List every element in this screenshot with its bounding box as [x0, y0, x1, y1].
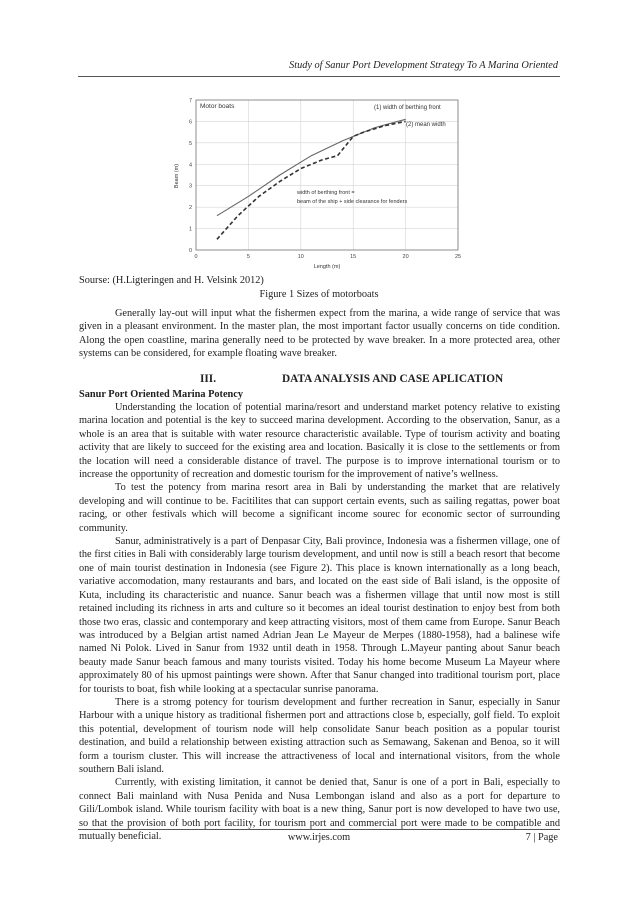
x-tick-label: 5 — [246, 254, 250, 260]
y-axis-label: Beam (m) — [174, 163, 180, 189]
y-tick-label: 7 — [188, 98, 192, 104]
annotation-line-1: width of berthing front = — [297, 190, 355, 196]
figure-source: Sourse: (H.Ligteringen and H. Velsink 2012) — [79, 275, 264, 286]
section-number: III. — [200, 373, 217, 385]
footer-url: www.irjes.com — [287, 832, 351, 843]
x-tick-label: 10 — [297, 254, 304, 260]
figure-motorboats — [170, 86, 470, 274]
paragraph: There is a stromg potency for tourism development and further recreation in Sanur, especially in Sanur Harbour with a unique history as traditional fishermen port and attractions close b, especially, golf field. To exploit this potential, development of tourism node will help consolidate Sanur beach position as a popular tourist destination, and build a relationship between existing attraction such as Semawang, Sakenan and Benoa, so it will form a tourism cluster. This will increase the attractiveness of local and international visitors, from the whole southern Bali island. — [79, 696, 560, 775]
running-header: Study of Sanur Port Development Strategy To A Marina Oriented — [289, 60, 558, 71]
x-tick-label: 25 — [454, 254, 462, 260]
x-axis-label: Length (m) — [313, 264, 341, 270]
subsection-heading: Sanur Port Oriented Marina Potency — [79, 389, 243, 400]
figure-caption: Figure 1 Sizes of motorboats — [259, 289, 379, 300]
y-tick-label: 6 — [188, 119, 192, 126]
paragraph: To test the potency from marina resort area in Bali by understanding the market that are relatively developing and will continue to be. Facitilites that can support certain events, such as sailing regattas, power boat racing, or other festivals which will become a significant income sourec for economic sector of surrounding community. — [79, 482, 560, 534]
y-tick-label: 0 — [188, 248, 192, 254]
paragraph: Generally lay-out will input what the fishermen expect from the marina, a wide range of service that was given in a pleasant environment. In the master plan, the most important factor usually concerns on tide condition. Along the open coastline, marina generally need to be protected by wave breaker. In a more protected area, other systems can be considered, for example floating wave breaker. — [79, 308, 560, 360]
legend-series-1: (1) width of berthing front — [374, 105, 441, 111]
footer-rule — [78, 829, 560, 830]
section-body — [79, 401, 560, 843]
x-tick-label: 20 — [402, 254, 409, 260]
x-tick-label: 15 — [350, 254, 357, 260]
paragraph: Understanding the location of potential marina/resort and understand market potency relative to existing marina location and potential is the key to succeed marina development. According to the observation, Sanur, as a whole is an area that is suitable with water resource characteristic available. Type of tourism activity and boating activity that are likely to succeed for the existing area and location. Basically it is close to the settlements or from the location will need a considerable distance of travel. The purpose is to improve international tourism or to increase the opportunity of recreation and domestic tourism for the improvement of native’s wellness. — [79, 402, 560, 481]
y-tick-label: 1 — [188, 226, 192, 233]
y-tick-label: 4 — [188, 162, 192, 169]
motorboat-size-chart — [170, 86, 470, 274]
y-tick-label: 5 — [188, 140, 192, 147]
y-tick-label: 3 — [188, 183, 192, 190]
intro-paragraph-block — [79, 307, 560, 361]
annotation-line-2: beam of the ship + side clearance for fenders — [297, 199, 408, 205]
legend-series-2: (2) mean width — [406, 122, 446, 128]
series-mean-width-line — [217, 121, 406, 239]
header-rule — [78, 76, 560, 77]
paragraph: Currently, with existing limitation, it cannot be denied that, Sanur is one of a port in Bali, especially to connect Bali mainland with Nusa Penida and Nusa Lembongan island and also as a port for departure to Gili/Lombok island. While tourism facility with boat is a new thing, Sanur port is now developed to have two use, so that the provision of both port facility, for tourism port and commercial port were made to be compatible and mutually beneficial. — [79, 777, 560, 842]
y-tick-label: 2 — [188, 205, 192, 212]
section-title: DATA ANALYSIS AND CASE APLICATION — [282, 373, 504, 385]
paragraph: Sanur, administratively is a part of Denpasar City, Bali province, Indonesia was a fishermen village, one of the first cities in Bali with considerably large tourism development, and until now is still a beach resort that become one of main tourist destination in Indonesia (see Figure 2). This place is known internationally as a long beach, variative accomodation, many restaurants and bars, and located on the east side of Bali island, is the opposite of Kuta, including its characteristic and nuance. Sanur beach was a fishermen village that until now most is still retained including its richness in arts and culture so it becomes an ideal tourist destination to enjoy best from both those two eras, classic and contemporary and keep attracting visitors, most of them came from Europe. Sanur Beach was introduced by a Belgian artist named Adrian Jean Le Mayeur de Merpes (1880-1958), had a balinese wife named Ni Polok. Lived in Sanur from 1932 until death in 1958. Through L.Mayeur panting about Sanur beach beauty made Sanur beach famous and many tourists visited. Today his home become Museum La Mayeur where approximately 80 of his upmost paintings were shown. After that Sanur changed into traditional tourism port, place for tourists to boat, fish while looking at a spectacular sunrise panorama. — [79, 536, 560, 695]
x-tick-label: 0 — [194, 254, 198, 260]
page-number: 7 | Page — [525, 832, 558, 843]
chart-title: Motor boats — [200, 103, 235, 110]
